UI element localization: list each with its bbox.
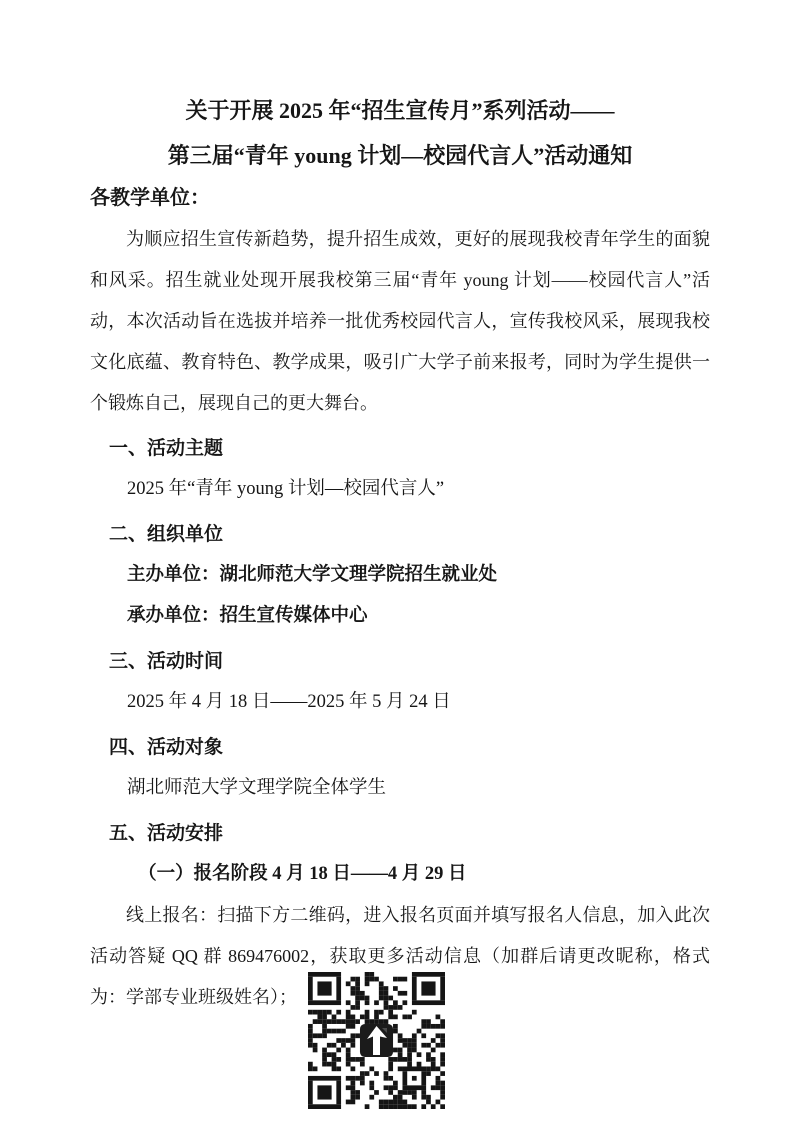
- section-1-body-theme-text: 2025 年“青年 young 计划—校园代言人”: [127, 479, 445, 499]
- host-unit-line: 主办单位：湖北师范大学文理学院招生就业处: [127, 565, 498, 585]
- section-4-heading-activity-target: 四、活动对象: [109, 737, 224, 758]
- section-4-body-target-audience: 湖北师范大学文理学院全体学生: [127, 778, 387, 798]
- section-5-heading-activity-arrangement: 五、活动安排: [109, 823, 224, 844]
- intro-paragraph: 为顺应招生宣传新趋势，提升招生成效，更好的展现我校青年学生的面貌和风采。招生就业处现开展我校第三届“青年 young 计划——校园代言人”活动，本次活动旨在选拔并培养一批优秀校园代言人，宣传我校风采，展现我校文化底蕴、教育特色、教学成果，吸引广大学子前来报考，同时为学生提供一个锻炼自己，展现自己的更大舞台。: [90, 229, 710, 413]
- document-title-line-1: 关于开展 2025 年“招生宣传月”系列活动——: [185, 98, 615, 123]
- section-3-heading-activity-time: 三、活动时间: [109, 651, 224, 672]
- section-3-body-activity-dates: 2025 年 4 月 18 日——2025 年 5 月 24 日: [127, 692, 451, 712]
- organizer-unit-line: 承办单位：招生宣传媒体中心: [127, 606, 368, 626]
- section-2-heading-organizing-units: 二、组织单位: [109, 524, 224, 545]
- registration-phase-subheading: （一）报名阶段 4 月 18 日——4 月 29 日: [138, 864, 467, 884]
- registration-qr-code: [308, 972, 445, 1109]
- salutation: 各教学单位：: [90, 187, 210, 209]
- section-1-heading-activity-theme: 一、活动主题: [109, 438, 224, 459]
- registration-instructions-paragraph: 线上报名：扫描下方二维码，进入报名页面并填写报名人信息，加入此次活动答疑 QQ 群 869476002，获取更多活动信息（加群后请更改昵称，格式为：学部专业班级姓名）；: [90, 905, 710, 1007]
- document-title-line-2: 第三届“青年 young 计划—校园代言人”活动通知: [167, 143, 633, 168]
